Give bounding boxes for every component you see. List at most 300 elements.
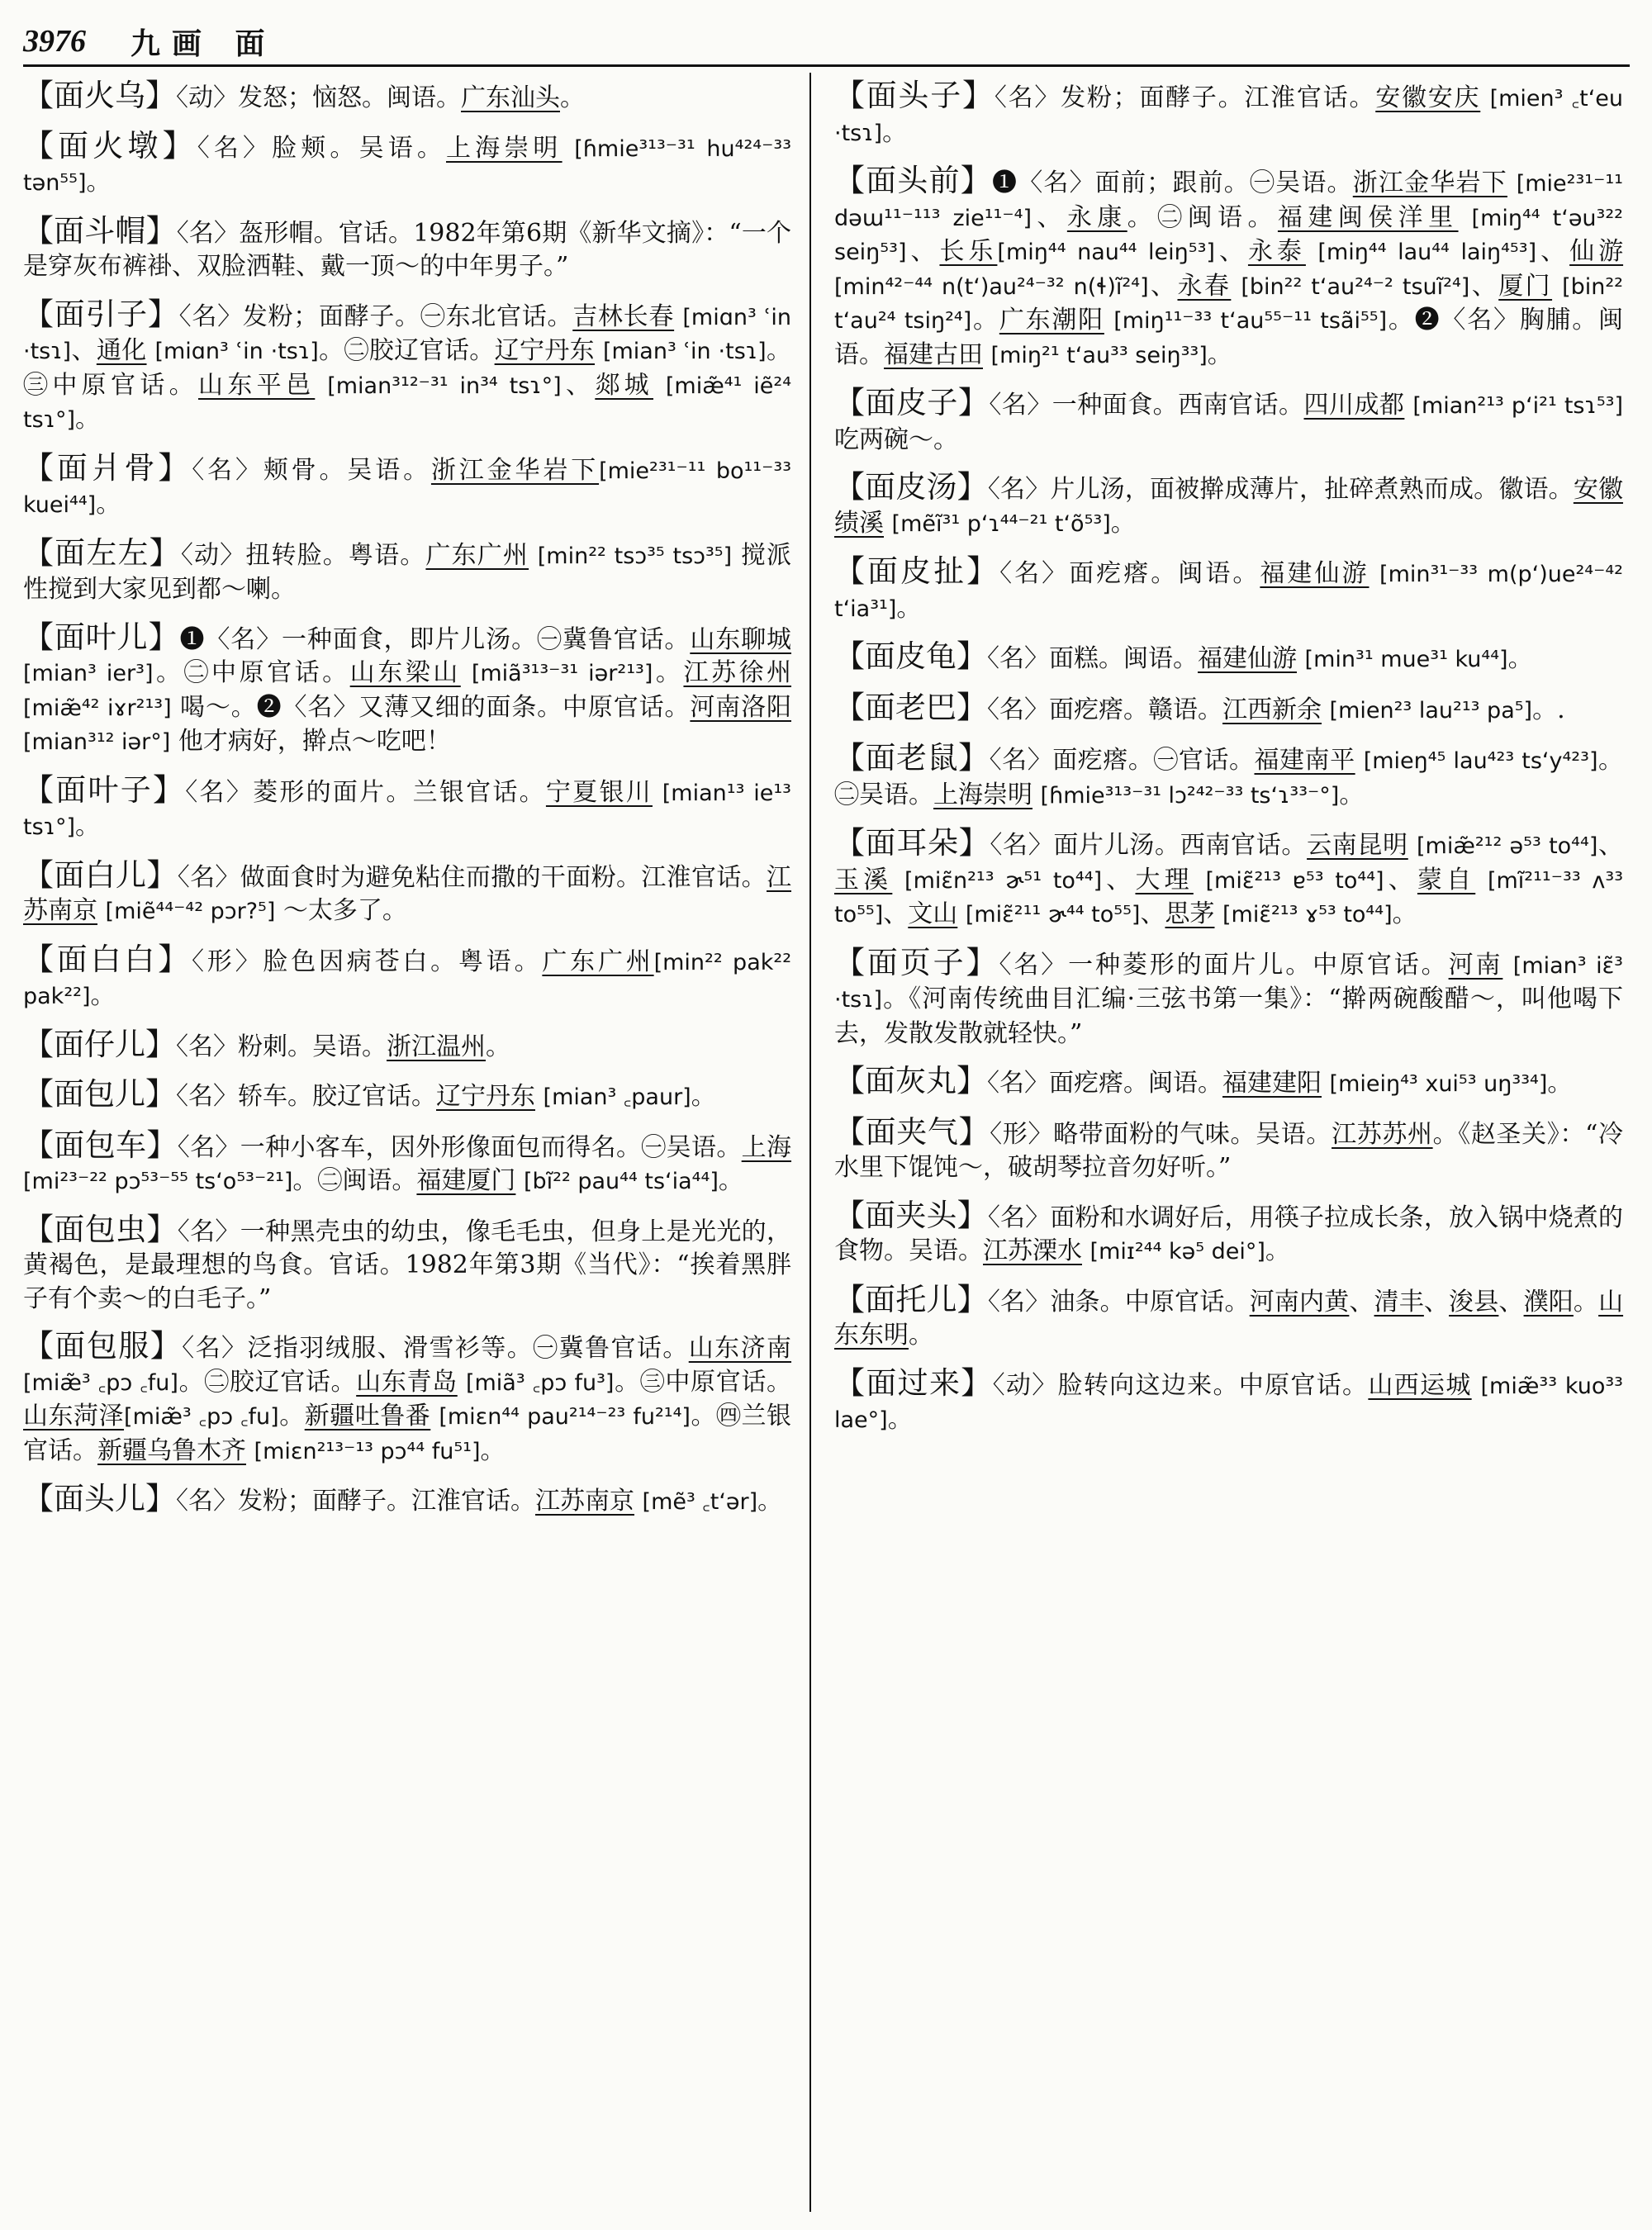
definition: 〈名〉轿车。胶辽官话。 — [176, 1082, 436, 1111]
text — [653, 371, 666, 400]
entry — [23, 449, 792, 523]
phonetic: [mian³ ier³] — [23, 661, 154, 686]
text: 。 — [1339, 780, 1365, 809]
phonetic: [mieŋ⁴⁵ lau⁴²³ ts‘y⁴²³] — [1363, 748, 1598, 774]
definition: 〈名〉一种面食。西南官话。 — [989, 391, 1304, 420]
phonetic: [miɛn⁴⁴ pau²¹⁴⁻²³ fu²¹⁴] — [439, 1404, 691, 1430]
entry — [834, 164, 1623, 372]
headword: 【面耳朵】 — [834, 825, 990, 861]
entry — [834, 827, 1623, 932]
phonetic: [miæ̃⁴² iɤr²¹³] — [23, 695, 172, 721]
running-title: 九画 面 — [131, 26, 277, 61]
phonetic: [mian²¹³ p‘i²¹ tsɿ⁵³] — [1412, 393, 1624, 419]
text: ～太多了。 — [275, 896, 407, 925]
headword: 【面头子】 — [834, 78, 995, 113]
headword: 【面包儿】 — [23, 1076, 176, 1112]
phonetic: [mie²³¹⁻¹¹ dəɯ¹¹⁻¹¹³ zie¹¹⁻⁴] — [834, 171, 1624, 231]
definition: 〈名〉泛指羽绒服、滑雪衫等。㊀冀鲁官话。 — [182, 1334, 689, 1363]
phonetic: [mien³ ꜀t‘eu ·tsɿ] — [834, 86, 1624, 146]
location: 福建仙游 — [1198, 644, 1297, 673]
phonetic: [miẽ⁴⁴⁻⁴² pɔr?⁵] — [105, 899, 276, 924]
location: 长乐 — [939, 237, 998, 266]
location: 福建建阳 — [1222, 1069, 1322, 1098]
phonetic: [miŋ⁴⁴ lau⁴⁴ laiŋ⁴⁵³] — [1317, 240, 1537, 265]
entry — [23, 943, 791, 1014]
phonetic: [mieiŋ⁴³ xui⁵³ uŋ³³⁴] — [1329, 1071, 1548, 1097]
definition: 〈名〉油条。中原官话。 — [987, 1287, 1250, 1317]
text: 、 — [1423, 1287, 1450, 1317]
phonetic: [miŋ⁴⁴ nau⁴⁴ leiŋ⁵³] — [997, 240, 1215, 265]
definition: 〈名〉发粉；面酵子。㊀东北官话。 — [178, 301, 573, 331]
phonetic: [mian³ ꜀paur] — [543, 1084, 691, 1110]
text: 。㊃兰银官话。 — [23, 1402, 792, 1465]
phonetic: [ɦmie³¹³⁻³¹ lɔ²⁴²⁻³³ ts‘ɿ³³⁻°] — [1040, 782, 1340, 809]
location: 广东汕头 — [461, 83, 560, 112]
text: 。 — [90, 981, 116, 1010]
phonetic: [miɪ²⁴⁴ kə⁵ dei°] — [1089, 1239, 1265, 1264]
location: 福建南平 — [1254, 746, 1355, 775]
location: 永春 — [1177, 271, 1232, 301]
text: 、 — [1498, 1287, 1524, 1317]
headword: 【面叶儿】 — [23, 619, 180, 655]
text: 。. — [1532, 695, 1565, 724]
text: 。 — [882, 117, 908, 147]
definition: 〈动〉扭转脸。粤语。 — [180, 540, 426, 570]
entry — [834, 79, 1623, 150]
text: 、 — [1536, 237, 1570, 266]
headword: 【面火墩】 — [23, 127, 197, 164]
headword: 【面左左】 — [23, 534, 181, 571]
text — [1369, 559, 1379, 588]
text — [1214, 899, 1222, 928]
text — [1502, 951, 1512, 980]
headword: 【面灰丸】 — [834, 1063, 987, 1098]
header-rule — [23, 64, 1630, 67]
location: 江苏南京 — [23, 862, 792, 925]
text — [430, 1402, 439, 1431]
text: 。 — [560, 83, 585, 112]
phonetic: [miæ̃²¹² ə⁵³ to⁴⁴] — [1416, 833, 1598, 859]
text — [892, 866, 904, 894]
text: 。 — [909, 1321, 933, 1350]
text: 吃两碗～。 — [834, 425, 958, 454]
text: 。 — [96, 490, 121, 519]
location: 安徽安庆 — [1375, 83, 1481, 112]
location: 吉林长春 — [572, 301, 675, 331]
location: 通化 — [96, 336, 147, 365]
headword: 【面老巴】 — [834, 689, 987, 725]
location: 辽宁丹东 — [494, 336, 596, 365]
headword: 【面包虫】 — [23, 1211, 178, 1247]
location: 文山 — [908, 899, 958, 928]
definition: 〈名〉一种黑壳虫的幼虫，像毛毛虫，但身上是光光的，黄褐色，是最理想的鸟食。官话。1982年第3期《当代》：“挨着黑胖子有个卖～的白毛子。” — [23, 1217, 792, 1313]
text: 、 — [1214, 237, 1248, 266]
entry — [23, 621, 791, 760]
headword: 【面头前】 — [834, 163, 992, 198]
phonetic: [min²² pak²² pak²²] — [23, 949, 792, 1009]
text: 、 — [561, 370, 596, 400]
definition: 〈名〉面疙瘩。闽语。 — [999, 559, 1260, 588]
text: 、 — [1469, 271, 1499, 301]
text: 。 — [718, 1166, 743, 1195]
location: 新疆吐鲁番 — [304, 1402, 431, 1431]
text — [1355, 746, 1364, 775]
text: 。《河南传统曲目汇编·三弦书第一集》：“擀两碗酸醋～，叫他喝下去，发散发散就轻快。” — [834, 985, 1623, 1048]
text: 。 — [480, 1435, 506, 1465]
text — [1408, 831, 1417, 860]
text — [1322, 695, 1330, 724]
text: 。 — [1110, 508, 1136, 538]
phonetic: [mian³ iɛ̃³ ·tsɿ] — [834, 952, 1624, 1013]
phonetic: [mẽĩ³¹ p‘ɿ⁴⁴⁻²¹ t‘õ⁵³] — [891, 510, 1111, 537]
definition: 〈名〉面疙瘩。㊀官话。 — [989, 746, 1255, 775]
entry — [834, 1065, 1623, 1102]
location: 福建厦门 — [416, 1166, 516, 1195]
phonetic: [miæ̃³³ kuo³³ lae°] — [834, 1373, 1623, 1433]
text: 。 — [896, 593, 922, 623]
headword: 【面白儿】 — [23, 856, 178, 893]
definition: 〈名〉面糕。闽语。 — [987, 644, 1198, 673]
text: 、 — [906, 237, 940, 266]
entry — [23, 1483, 791, 1520]
text — [1507, 168, 1517, 197]
definition: 〈名〉脸颊。吴语。 — [197, 133, 446, 163]
phonetic: [miɛ̃²¹³ ɐ⁵³ to⁴⁴] — [1205, 867, 1384, 894]
entry — [23, 127, 792, 201]
text — [1104, 306, 1113, 334]
phonetic: [bin²² t‘au²⁴ tsiŋ²⁴] — [834, 273, 1623, 334]
definition: 〈名〉片儿汤，面被擀成薄片，扯碎煮熟而成。徽语。 — [987, 475, 1574, 504]
entry — [23, 212, 791, 284]
text — [1552, 272, 1562, 301]
phonetic: [miɑn³ ʿin ·tsɿ] — [23, 304, 792, 364]
phonetic: [mie²³¹⁻¹¹ bo¹¹⁻³³ kuei⁴⁴] — [23, 458, 792, 518]
phonetic: [miɑn³ ʿin ·tsɿ] — [154, 339, 319, 364]
text — [1297, 644, 1305, 673]
headword: 【面皮龟】 — [834, 638, 987, 674]
headword: 【面火乌】 — [23, 78, 176, 113]
definition: 〈名〉盔形帽。官话。1982年第6期《新华文摘》：“一个是穿灰布裤褂、双脸洒鞋、戴一顶～的中年男子。” — [23, 218, 791, 281]
text: 。㊁胶辽官话。 — [318, 336, 495, 365]
headword: 【面皮子】 — [834, 385, 990, 420]
location: 宁夏银川 — [545, 777, 653, 807]
location: 厦门 — [1498, 271, 1553, 301]
location: 浚县 — [1449, 1287, 1499, 1317]
phonetic: [miã³¹³⁻³¹ iər²¹³] — [471, 661, 653, 686]
headword: 【面爿骨】 — [23, 449, 192, 486]
text: 、 — [1148, 271, 1178, 301]
text: 。㊁中原官话。 — [153, 658, 350, 687]
text: 。 — [757, 1487, 783, 1516]
location: 广东广州 — [542, 947, 654, 976]
definition: 〈名〉发粉；面酵子。江淮官话。 — [994, 83, 1376, 112]
text — [458, 1368, 466, 1397]
phonetic: [mian³¹²⁻³¹ in³⁴ tsɿ°] — [327, 372, 562, 399]
phonetic: [bĩ²² pau⁴⁴ ts‘ia⁴⁴] — [523, 1169, 719, 1194]
entry — [23, 79, 791, 116]
page-number: 3976 — [23, 24, 86, 59]
text: 、 — [1102, 865, 1136, 894]
text: 。 — [86, 168, 112, 197]
text — [983, 340, 991, 369]
definition: 〈名〉粉刺。吴语。 — [176, 1032, 387, 1061]
entry — [834, 1283, 1623, 1353]
text — [529, 541, 538, 570]
entry — [834, 1199, 1623, 1269]
text: 、 — [1349, 1287, 1374, 1317]
entry — [834, 555, 1623, 626]
text: 。 — [971, 306, 999, 334]
left-column — [23, 79, 791, 1534]
text — [515, 1166, 524, 1195]
location: 江西新余 — [1222, 695, 1322, 724]
text: 。 — [691, 1082, 716, 1111]
definition: 〈名〉一种小客车，因外形像面包而得名。㊀吴语。 — [177, 1132, 742, 1162]
text — [595, 336, 603, 365]
text: 。 — [75, 812, 101, 841]
text: 。❷〈名〉胸脯。闽语。 — [834, 306, 1624, 369]
definition: 〈名〉面粉和水调好后，用筷子拉成长条，放入锅中烧煮的食物。吴语。 — [834, 1203, 1624, 1265]
location: 广东广州 — [425, 540, 529, 570]
text — [1472, 1371, 1481, 1400]
definition: 〈形〉略带面粉的气味。吴语。 — [990, 1119, 1332, 1149]
location: 思茅 — [1165, 899, 1215, 928]
text: 。㊁吴语。 — [834, 746, 1624, 809]
headword: 【面仔儿】 — [23, 1026, 176, 1062]
headword: 【面斗帽】 — [23, 212, 177, 249]
definition: 〈名〉一种菱形的面片儿。中原官话。 — [999, 950, 1449, 980]
location: 福建闽侯洋里 — [1277, 202, 1459, 232]
phonetic: [mĩ²¹¹⁻³³ ʌ³³ to⁵⁵] — [834, 867, 1624, 928]
entry — [23, 1078, 791, 1115]
text: 。 — [1265, 1236, 1290, 1265]
location: 蒙自 — [1417, 865, 1476, 894]
location: 浙江金华岩下 — [1352, 168, 1507, 197]
phonetic: [mian³¹² iər°] — [23, 729, 171, 755]
phonetic: [min⁴²⁻⁴⁴ n(t‘)au²⁴⁻³² n(ɬ)ĩ²⁴] — [834, 273, 1149, 300]
right-column — [834, 79, 1623, 1452]
text — [634, 1487, 643, 1516]
phonetic: [miæ̃³ ꜀pɔ ꜀fu] — [124, 1404, 279, 1430]
location: 仙游 — [1569, 237, 1624, 266]
text: 。 — [486, 1032, 510, 1061]
text: 喝～。❷〈名〉又薄又细的面条。中原官话。 — [171, 692, 691, 722]
text: 。 — [653, 658, 684, 687]
location: 山东聊城 — [690, 624, 792, 654]
text — [1404, 391, 1412, 420]
phonetic: [miɛn²¹³⁻¹³ pɔ⁴⁴ fu⁵¹] — [254, 1438, 481, 1464]
definition: 〈名〉颊骨。吴语。 — [192, 455, 431, 485]
entry — [834, 471, 1623, 541]
location: 云南昆明 — [1307, 831, 1408, 860]
headword: 【面包车】 — [23, 1127, 178, 1163]
location: 山东济南 — [688, 1334, 792, 1363]
text — [957, 899, 966, 928]
text — [1480, 83, 1489, 112]
text: 。 — [1207, 339, 1232, 369]
phonetic: [min³¹ mue³¹ ku⁴⁴] — [1304, 647, 1508, 672]
text — [653, 778, 662, 807]
text — [1475, 866, 1488, 894]
text: 。㊁闽语。 — [292, 1166, 417, 1195]
location: 大理 — [1135, 865, 1194, 894]
text: 。㊁闽语。 — [1127, 202, 1278, 232]
text: 、 — [1031, 202, 1067, 232]
phonetic: [miŋ⁴⁴ t‘əu³²² seiŋ⁵³] — [834, 205, 1624, 265]
location: 江苏溧水 — [983, 1236, 1082, 1265]
text: 。 — [75, 405, 101, 434]
phonetic: [mi²³⁻²² pɔ⁵³⁻⁵⁵ ts‘o⁵³⁻²¹] — [23, 1169, 293, 1194]
entry — [23, 1028, 791, 1065]
definition: 〈名〉发粉；面酵子。江淮官话。 — [176, 1487, 535, 1516]
phonetic: [miæ̃³ ꜀pɔ ꜀fu] — [23, 1369, 178, 1396]
entry — [23, 534, 792, 607]
definition: 〈名〉面疙瘩。闽语。 — [987, 1069, 1222, 1098]
headword: 【面引子】 — [23, 296, 179, 332]
location: 福建仙游 — [1260, 559, 1370, 588]
headword: 【面叶子】 — [23, 771, 186, 808]
text — [1459, 203, 1472, 232]
headword: 【面白白】 — [23, 941, 192, 977]
definition: 〈名〉面片儿汤。西南官话。 — [990, 831, 1308, 860]
phonetic: [miɛ̃²¹¹ ɚ⁴⁴ to⁵⁵] — [965, 902, 1141, 928]
phonetic: [mẽ³ ꜀t‘ər] — [642, 1489, 758, 1515]
location: 玉溪 — [834, 865, 893, 894]
definition: 〈动〉脸转向这边来。中原官话。 — [992, 1370, 1369, 1400]
entry — [23, 1129, 791, 1199]
definition: 〈名〉做面食时为避免粘住而撒的干面粉。江淮官话。 — [177, 862, 767, 892]
location: 安徽绩溪 — [834, 475, 1624, 538]
text: 。 — [1547, 1069, 1573, 1098]
entry — [834, 640, 1623, 677]
text — [147, 336, 155, 365]
phonetic: [miæ̃⁴¹ iẽ²⁴ tsɿ°] — [23, 372, 792, 433]
entry — [23, 1213, 791, 1317]
entry — [23, 856, 792, 929]
text: 他才病好，擀点～吃吧！ — [170, 727, 451, 756]
definition: 〈动〉发怒；恼怒。闽语。 — [176, 83, 461, 112]
location: 郯城 — [595, 370, 653, 400]
definition: 〈形〉脸色因病苍白。粤语。 — [192, 947, 543, 976]
entry — [834, 1364, 1623, 1438]
text: 。 — [887, 1405, 913, 1434]
text: 。㊂中原官话。 — [614, 1367, 791, 1397]
headword: 【面老鼠】 — [834, 740, 990, 776]
phonetic: [miã³ ꜀pɔ fu³] — [465, 1369, 615, 1396]
phonetic: [miɛ̃n²¹³ ɚ⁵¹ to⁴⁴] — [904, 867, 1103, 894]
phonetic: [miɛ̃²¹³ ɤ⁵³ to⁴⁴] — [1222, 902, 1393, 928]
phonetic: [mian³ ʿin ·tsɿ] — [602, 339, 767, 364]
text: 、 — [1597, 831, 1624, 860]
text — [461, 658, 472, 687]
definition: ❶〈名〉一种面食，即片儿汤。㊀冀鲁官话。 — [179, 624, 691, 654]
text — [563, 134, 575, 163]
text: 。 — [1392, 899, 1417, 928]
location: 上海崇明 — [446, 133, 563, 163]
text — [1032, 780, 1041, 809]
location: 江苏徐州 — [683, 658, 792, 687]
text: 。㊁胶辽官话。 — [178, 1367, 357, 1397]
text — [884, 509, 892, 538]
definition: 〈名〉菱形的面片。兰银官话。 — [185, 777, 546, 807]
text — [1194, 866, 1206, 894]
headword: 【面夹气】 — [834, 1113, 990, 1150]
location: 新疆乌鲁木齐 — [97, 1435, 246, 1465]
location: 山东梁山 — [349, 658, 461, 687]
location: 四川成都 — [1303, 391, 1405, 420]
headword: 【面头儿】 — [23, 1481, 176, 1516]
text: 搅派性搅到大家见到都～喇。 — [23, 540, 792, 604]
location: 濮阳 — [1523, 1287, 1574, 1317]
location: 山东平邑 — [197, 370, 316, 400]
headword: 【面托儿】 — [834, 1281, 988, 1317]
text — [1082, 1236, 1090, 1265]
headword: 【面夹头】 — [834, 1197, 988, 1233]
location: 上海崇明 — [933, 780, 1032, 809]
page-header — [23, 17, 1630, 66]
phonetic: [min³¹⁻³³ m(p‘)ue²⁴⁻⁴² t‘ia³¹] — [834, 562, 1624, 622]
text — [246, 1436, 254, 1465]
definition: ❶〈名〉面前；跟前。㊀吴语。 — [992, 168, 1353, 197]
location: 山东青岛 — [356, 1367, 458, 1397]
entry — [834, 691, 1623, 728]
entry — [23, 298, 791, 438]
location: 浙江温州 — [387, 1032, 486, 1061]
phonetic: [miŋ¹¹⁻³³ t‘au⁵⁵⁻¹¹ tsãi⁵⁵] — [1113, 308, 1388, 334]
text: 。 — [1507, 644, 1533, 673]
headword: 【面皮扯】 — [834, 553, 1000, 589]
entry — [23, 771, 792, 845]
text — [535, 1082, 544, 1111]
text: 、 — [883, 899, 909, 928]
text: 。《赵圣关》：“冷水里下馄饨～，破胡琴拉音勿好听。” — [834, 1119, 1624, 1182]
phonetic: [mien²³ lau²¹³ pa⁵] — [1329, 697, 1533, 724]
location: 广东潮阳 — [999, 306, 1104, 334]
entry — [834, 742, 1623, 813]
headword: 【面皮汤】 — [834, 469, 988, 505]
headword: 【面包服】 — [23, 1328, 183, 1364]
entry — [23, 1330, 791, 1468]
text: 、 — [1384, 865, 1417, 894]
text: 、 — [71, 336, 97, 365]
location: 山东菏泽 — [23, 1402, 125, 1431]
phonetic: [min²² tsɔ³⁵ tsɔ³⁵] — [537, 543, 733, 569]
text: 。 — [1573, 1287, 1599, 1317]
text — [1231, 272, 1241, 301]
location: 江苏南京 — [535, 1487, 634, 1516]
location: 河南 — [1448, 950, 1503, 980]
text — [1322, 1069, 1330, 1098]
column-divider — [809, 73, 811, 2212]
text — [674, 302, 682, 331]
phonetic: [bin²² t‘au²⁴⁻² tsuĩ²⁴] — [1241, 273, 1470, 300]
phonetic: [ɦmie³¹³⁻³¹ hu⁴²⁴⁻³³ tən⁵⁵] — [23, 135, 792, 196]
phonetic: [mian¹³ ie¹³ tsɿ°] — [23, 780, 792, 840]
location: 浙江金华岩下 — [430, 455, 600, 485]
text — [97, 896, 106, 925]
text: 、 — [1140, 899, 1165, 928]
location: 河南内黄 — [1249, 1287, 1350, 1317]
definition: 〈名〉面疙瘩。赣语。 — [987, 695, 1222, 724]
entry — [834, 944, 1624, 1051]
location: 山东东明 — [834, 1287, 1624, 1350]
location: 上海 — [741, 1132, 792, 1162]
location: 辽宁丹东 — [436, 1082, 535, 1111]
entry — [834, 387, 1623, 457]
location: 福建古田 — [884, 339, 983, 369]
entry — [834, 1113, 1624, 1185]
text — [1306, 237, 1318, 266]
